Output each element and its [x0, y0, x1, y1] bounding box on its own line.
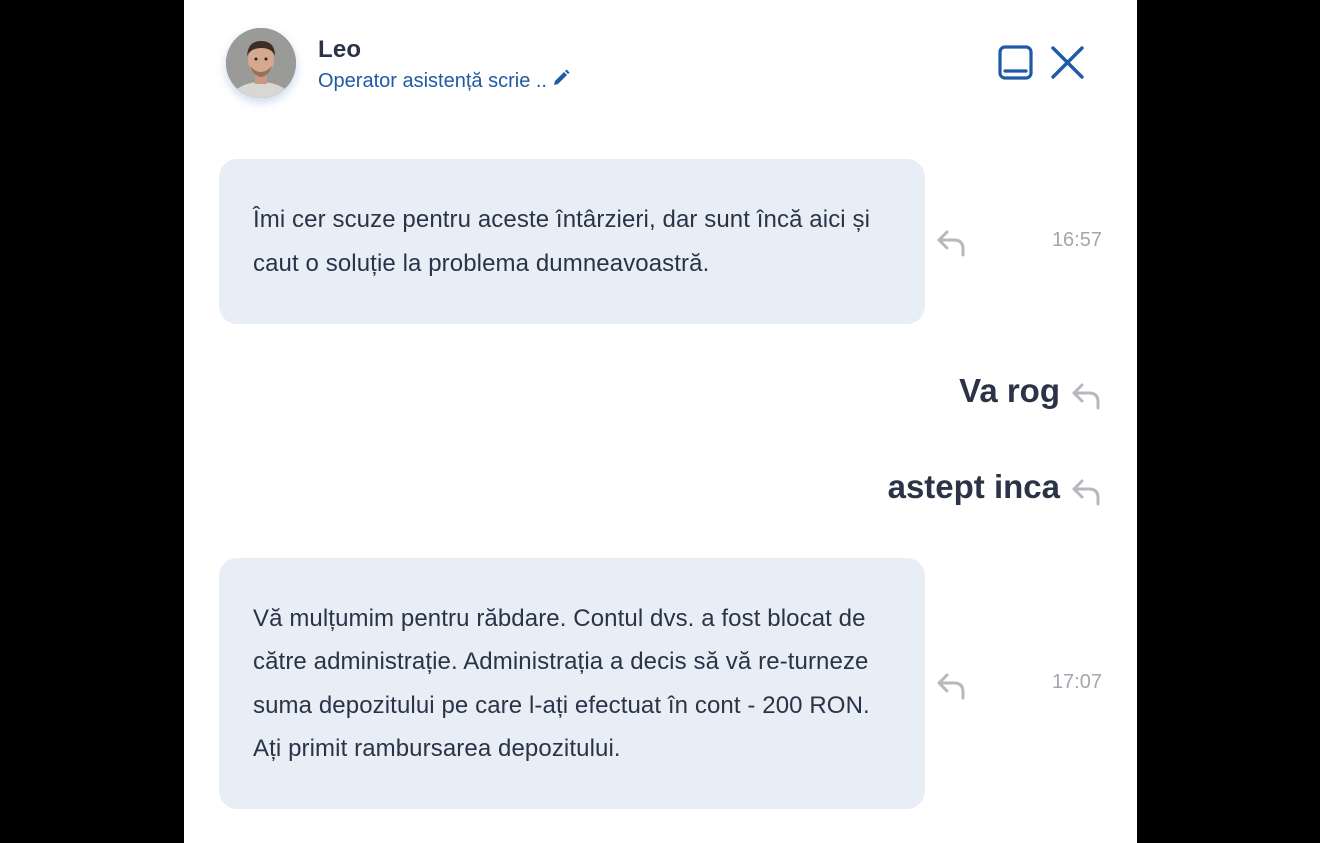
reply-icon	[1070, 380, 1102, 410]
reply-icon	[935, 227, 967, 257]
pencil-icon	[551, 68, 571, 94]
reply-button[interactable]	[1070, 380, 1102, 410]
reply-button[interactable]	[935, 670, 967, 700]
agent-message	[219, 159, 925, 324]
minimize-icon	[996, 42, 1036, 82]
message-timestamp: 16:57	[1051, 229, 1102, 251]
reply-button[interactable]	[935, 227, 967, 257]
close-icon	[1048, 42, 1088, 82]
agent-message	[219, 558, 925, 809]
minimize-button[interactable]	[996, 42, 1036, 82]
user-message	[888, 468, 1060, 506]
user-message-text: Va rog	[959, 372, 1060, 409]
agent-message-text: Îmi cer scuze pentru aceste întârzieri, dar sunt încă aici și caut o soluție la problema dumneavoastră.	[253, 206, 871, 277]
reply-icon	[935, 670, 967, 700]
user-message-text: astept inca	[887, 468, 1060, 505]
avatar-photo-icon	[226, 28, 296, 98]
agent-message-text: Vă mulțumim pentru răbdare. Contul dvs. a fost blocat de către administrație. Administrația a decis să vă re-turneze suma depozitului pe care l-ați efectuat în cont - 200 RON. Ați primit rambursarea depozitului.	[253, 604, 870, 762]
close-button[interactable]	[1048, 42, 1088, 82]
chat-header	[184, 0, 1137, 130]
agent-status-text: Operator asistență scrie ..	[318, 69, 547, 92]
reply-icon	[1070, 476, 1102, 506]
message-timestamp: 17:07	[1051, 671, 1102, 693]
chat-panel	[184, 0, 1137, 843]
agent-name: Leo	[318, 36, 362, 63]
agent-typing-status	[318, 68, 571, 94]
agent-avatar	[226, 28, 296, 98]
reply-button[interactable]	[1070, 476, 1102, 506]
user-message	[959, 372, 1060, 410]
